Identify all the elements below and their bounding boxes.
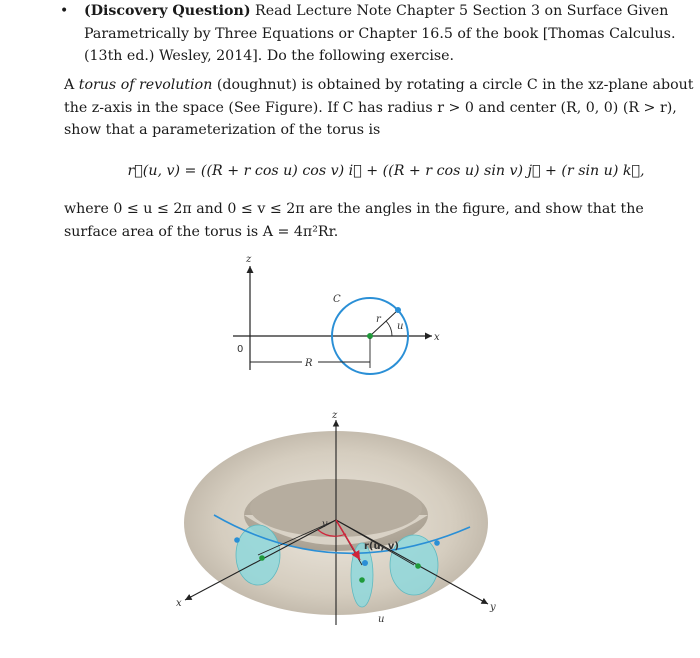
radius-label: r <box>376 314 381 325</box>
question-paragraph-3: where 0 ≤ u ≤ 2π and 0 ≤ v ≤ 2π are the angles in the figure, and show that the surface area of the torus is A = 4π²Rr. <box>64 201 644 240</box>
point-label: r(u, v) <box>364 541 399 552</box>
torus-diagram <box>176 410 496 625</box>
section-left-center <box>259 555 265 561</box>
question-label: (Discovery Question) <box>84 3 251 19</box>
z-axis-label: z <box>246 254 252 265</box>
torus-term: torus of revolution <box>78 77 213 93</box>
surface-point <box>362 560 368 566</box>
v-label: v <box>322 519 328 530</box>
question-intro: Read Lecture Note Chapter 5 Section 3 on Surface Given Parametrically by Three Equations or Chapter 16.5 of the book [Thomas Calculus.(13th ed.) Wesley, 2014]. Do the following exercise. <box>84 3 676 64</box>
p2-start: A <box>64 77 79 93</box>
circle-point <box>395 307 401 313</box>
rim-point-left <box>234 537 240 543</box>
origin-label: 0 <box>237 344 244 355</box>
z-axis-label: z <box>332 410 338 421</box>
bullet: • <box>60 3 69 19</box>
parameterization-formula: r⃗(u, v) = ((R + r cos u) cos v) i⃗ + ((R + r cos u) sin v) j⃗ + (r sin u) k⃗, <box>127 163 645 179</box>
rim-point-right <box>434 540 440 546</box>
y-axis-label: y <box>490 602 496 613</box>
angle-label: u <box>397 321 404 332</box>
angle-arc <box>386 321 392 336</box>
cross-section-diagram <box>233 254 440 374</box>
p2-rest: (doughnut) is obtained by rotating a circle C in the xz-plane about the z-axis in the space (See Figure). If C has radius r > 0 and center (R, 0, 0) (R > r), show that a parameterization of the torus is <box>64 77 694 138</box>
x-axis-label: x <box>176 598 182 609</box>
section-front-center <box>359 577 365 583</box>
u-label: u <box>378 614 385 625</box>
section-right-center <box>415 563 421 569</box>
x-axis-label: x <box>434 332 440 343</box>
R-label: R <box>305 358 313 369</box>
circle-c-label: C <box>333 294 341 305</box>
radius-line <box>370 310 398 336</box>
